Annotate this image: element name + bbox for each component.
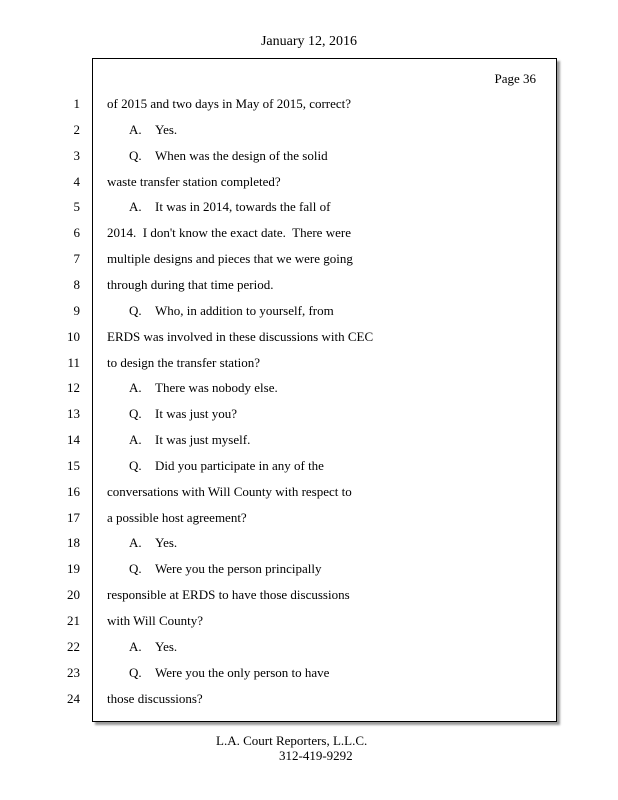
header-date: January 12, 2016 — [260, 34, 358, 49]
transcript-line — [107, 329, 373, 345]
speaker-label: Q. — [129, 406, 142, 421]
line-text: Were you the person principally — [155, 561, 322, 576]
line-number: 18 — [67, 535, 80, 550]
speaker-label: A. — [129, 199, 142, 214]
line-number: 11 — [67, 355, 80, 370]
line-text: There was nobody else. — [155, 380, 278, 395]
transcript-line — [107, 613, 203, 629]
transcript-line — [107, 174, 281, 190]
line-number: 17 — [67, 510, 80, 525]
transcript-line — [107, 458, 324, 474]
transcript-line — [107, 561, 321, 577]
transcript-line — [107, 691, 203, 707]
page-number: Page 36 — [494, 71, 536, 86]
line-text: through during that time period. — [107, 277, 274, 292]
transcript-line — [107, 535, 177, 551]
speaker-label: Q. — [129, 561, 142, 576]
speaker-label: Q. — [129, 148, 142, 163]
line-number: 23 — [67, 665, 80, 680]
transcript-line — [107, 199, 330, 215]
line-number: 7 — [73, 251, 80, 266]
line-number: 12 — [67, 380, 80, 395]
line-text: of 2015 and two days in May of 2015, correct? — [107, 96, 352, 111]
line-number: 1 — [73, 96, 80, 111]
line-number: 2 — [73, 122, 80, 137]
line-text: Yes. — [155, 122, 178, 137]
line-text: those discussions? — [107, 691, 203, 706]
transcript-line — [107, 432, 250, 448]
speaker-label: Q. — [129, 665, 142, 680]
line-number: 8 — [73, 277, 80, 292]
line-text: multiple designs and pieces that we were going — [107, 251, 353, 266]
speaker-label: A. — [129, 432, 142, 447]
transcript-line — [107, 122, 177, 138]
line-text: It was in 2014, towards the fall of — [155, 199, 331, 214]
line-text: It was just myself. — [155, 432, 251, 447]
line-number: 16 — [67, 484, 80, 499]
line-number: 6 — [73, 225, 80, 240]
line-number: 15 — [67, 458, 80, 473]
line-number: 21 — [67, 613, 80, 628]
line-text: a possible host agreement? — [107, 510, 247, 525]
line-text: Yes. — [155, 639, 178, 654]
line-text: conversations with Will County with respect to — [107, 484, 352, 499]
speaker-label: A. — [129, 535, 142, 550]
speaker-label: A. — [129, 122, 142, 137]
transcript-line — [107, 587, 350, 603]
transcript-line — [107, 639, 177, 655]
transcript-line — [107, 148, 328, 164]
line-text: Did you participate in any of the — [155, 458, 324, 473]
transcript-line — [107, 355, 260, 371]
transcript-line — [107, 510, 247, 526]
speaker-label: A. — [129, 380, 142, 395]
line-number: 13 — [67, 406, 80, 421]
transcript-line — [107, 277, 273, 293]
line-number: 14 — [67, 432, 80, 447]
speaker-label: A. — [129, 639, 142, 654]
line-number: 22 — [67, 639, 80, 654]
line-number: 3 — [73, 148, 80, 163]
line-text: When was the design of the solid — [155, 148, 328, 163]
line-text: with Will County? — [107, 613, 204, 628]
line-number: 4 — [73, 174, 80, 189]
line-text: 2014. I don't know the exact date. There were — [107, 225, 351, 240]
speaker-label: Q. — [129, 303, 142, 318]
line-text: responsible at ERDS to have those discussions — [107, 587, 350, 602]
line-number: 24 — [67, 691, 80, 706]
transcript-line — [107, 380, 278, 396]
transcript-line — [107, 406, 237, 422]
speaker-label: Q. — [129, 458, 142, 473]
line-text: Yes. — [155, 535, 178, 550]
line-number: 5 — [73, 199, 80, 214]
footer-company: L.A. Court Reporters, L.L.C. — [216, 733, 368, 748]
line-text: waste transfer station completed? — [107, 174, 281, 189]
transcript-line — [107, 303, 334, 319]
line-number: 10 — [67, 329, 80, 344]
line-text: to design the transfer station? — [107, 355, 261, 370]
line-text: ERDS was involved in these discussions with CEC — [107, 329, 374, 344]
line-text: Who, in addition to yourself, from — [155, 303, 334, 318]
line-number: 20 — [67, 587, 80, 602]
footer-phone: 312-419-9292 — [279, 748, 353, 763]
transcript-line — [107, 484, 352, 500]
line-number: 9 — [73, 303, 80, 318]
transcript-line — [107, 96, 351, 112]
line-text: It was just you? — [155, 406, 237, 421]
line-number: 19 — [67, 561, 80, 576]
transcript-line — [107, 665, 329, 681]
line-text: Were you the only person to have — [155, 665, 330, 680]
transcript-line — [107, 251, 353, 267]
transcript-line — [107, 225, 351, 241]
